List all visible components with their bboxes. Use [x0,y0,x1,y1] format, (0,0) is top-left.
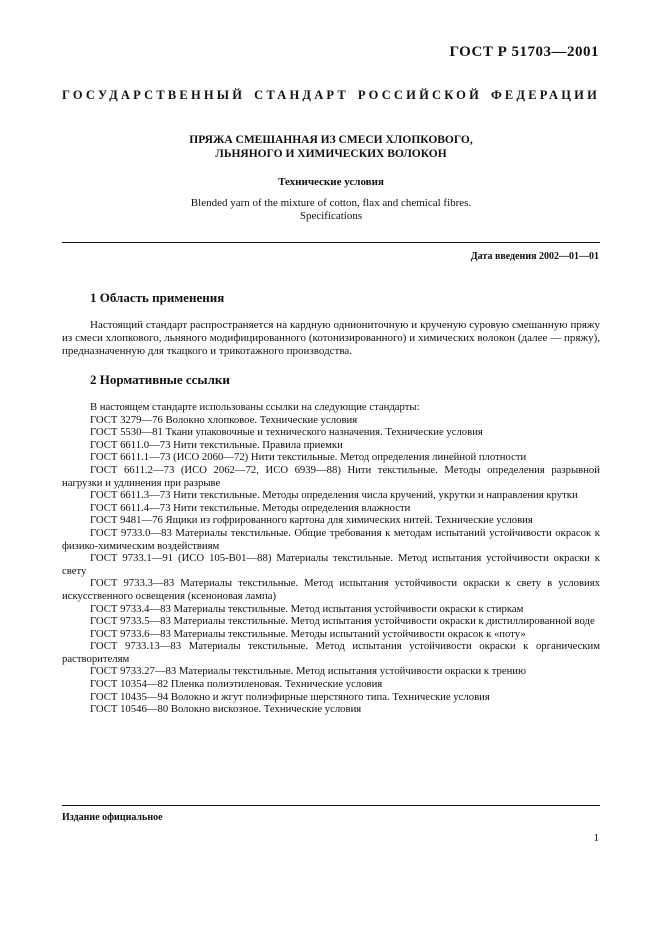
english-title [62,197,600,223]
header-divider [62,242,600,243]
introduction-date: Дата введения 2002—01—01 [470,251,599,262]
reference-item: ГОСТ 9733.4—83 Материалы текстильные. Метод испытания устойчивости окраски к стиркам [90,602,524,615]
document-number: ГОСТ Р 51703—2001 [449,44,599,60]
reference-item: ГОСТ 3279—76 Волокно хлопковое. Технические условия [90,413,358,426]
reference-item: ГОСТ 9733.13—83 Материалы текстильные. Метод испытания устойчивости окраски к органическим растворителям [62,640,600,665]
reference-item: ГОСТ 9733.6—83 Материалы текстильные. Методы испытаний устойчивости окрасок к «поту» [90,627,526,640]
state-standard-heading: ГОСУДАРСТВЕННЫЙ СТАНДАРТ РОССИЙСКОЙ ФЕДЕРАЦИИ [62,88,600,102]
document-subtitle: Технические условия [278,176,384,188]
reference-item: ГОСТ 9733.1—91 (ИСО 105-B01—88) Материалы текстильные. Метод испытания устойчивости окраски к свету [62,552,600,577]
english-title-line-1: Blended yarn of the mixture of cotton, flax and chemical fibres. [190,197,472,209]
section-1-paragraph: Настоящий стандарт распространяется на кардную одниониточную и крученую суровую смешанную пряжу из смеси хлопкового, льняного модифицированного (котонизированного) и химических волокон (далее — пряжу), предназначенную для ткацкого и трикотажного производства. [62,319,600,357]
reference-item: ГОСТ 9733.3—83 Материалы текстильные. Метод испытания устойчивости окраски к свету в условиях искусственного освещения (ксеноновая лампа) [62,577,600,602]
reference-item: ГОСТ 5530—81 Ткани упаковочные и технического назначения. Технические условия [90,426,483,439]
reference-item: ГОСТ 9733.0—83 Материалы текстильные. Общие требования к методам испытаний устойчивости окрасок к физико-химическим воздействиям [62,526,600,552]
title-line-1: ПРЯЖА СМЕШАННАЯ ИЗ СМЕСИ ХЛОПКОВОГО, [189,134,473,146]
reference-item: ГОСТ 10435—94 Волокно и жгут полиэфирные шерстяного типа. Технические условия [90,690,490,703]
reference-item: ГОСТ 9481—76 Ящики из гофрированного картона для химических нитей. Технические условия [90,514,533,527]
references-intro: В настоящем стандарте использованы ссылки на следующие стандарты: [90,401,420,413]
reference-item: ГОСТ 9733.5—83 Материалы текстильные. Метод испытания устойчивости окраски к дистиллированной воде [90,615,595,628]
reference-item: ГОСТ 6611.4—73 Нити текстильные. Методы определения влажности [90,501,411,514]
reference-item: ГОСТ 9733.27—83 Материалы текстильные. Метод испытания устойчивости окраски к трению [90,665,527,678]
english-title-line-2: Specifications [299,210,363,222]
reference-item: ГОСТ 6611.2—73 (ИСО 2062—72, ИСО 6939—88) Нити текстильные. Методы определения разрывной нагрузки и удлинения при разрыве [62,463,600,489]
section-1-heading: 1 Область применения [90,290,225,305]
reference-item: ГОСТ 10546—80 Волокно вискозное. Технические условия [90,703,362,716]
section-1-body [62,319,600,358]
reference-item: ГОСТ 6611.0—73 Нити текстильные. Правила приемки [90,438,343,451]
page-number: 1 [593,832,599,844]
section-2-heading: 2 Нормативные ссылки [90,372,230,387]
normative-references-list [62,401,600,716]
footer-divider [62,805,600,806]
title-line-2: ЛЬНЯНОГО И ХИМИЧЕСКИХ ВОЛОКОН [215,148,447,160]
reference-item: ГОСТ 6611.3—73 Нити текстильные. Методы определения числа кручений, укрутки и направления крутки [90,489,578,502]
reference-item: ГОСТ 10354—82 Пленка полиэтиленовая. Технические условия [90,678,383,691]
reference-item: ГОСТ 6611.1—73 (ИСО 2060—72) Нити текстильные. Метод определения линейной плотности [90,451,527,464]
document-title [62,133,600,161]
official-edition-label: Издание официальное [62,812,163,823]
